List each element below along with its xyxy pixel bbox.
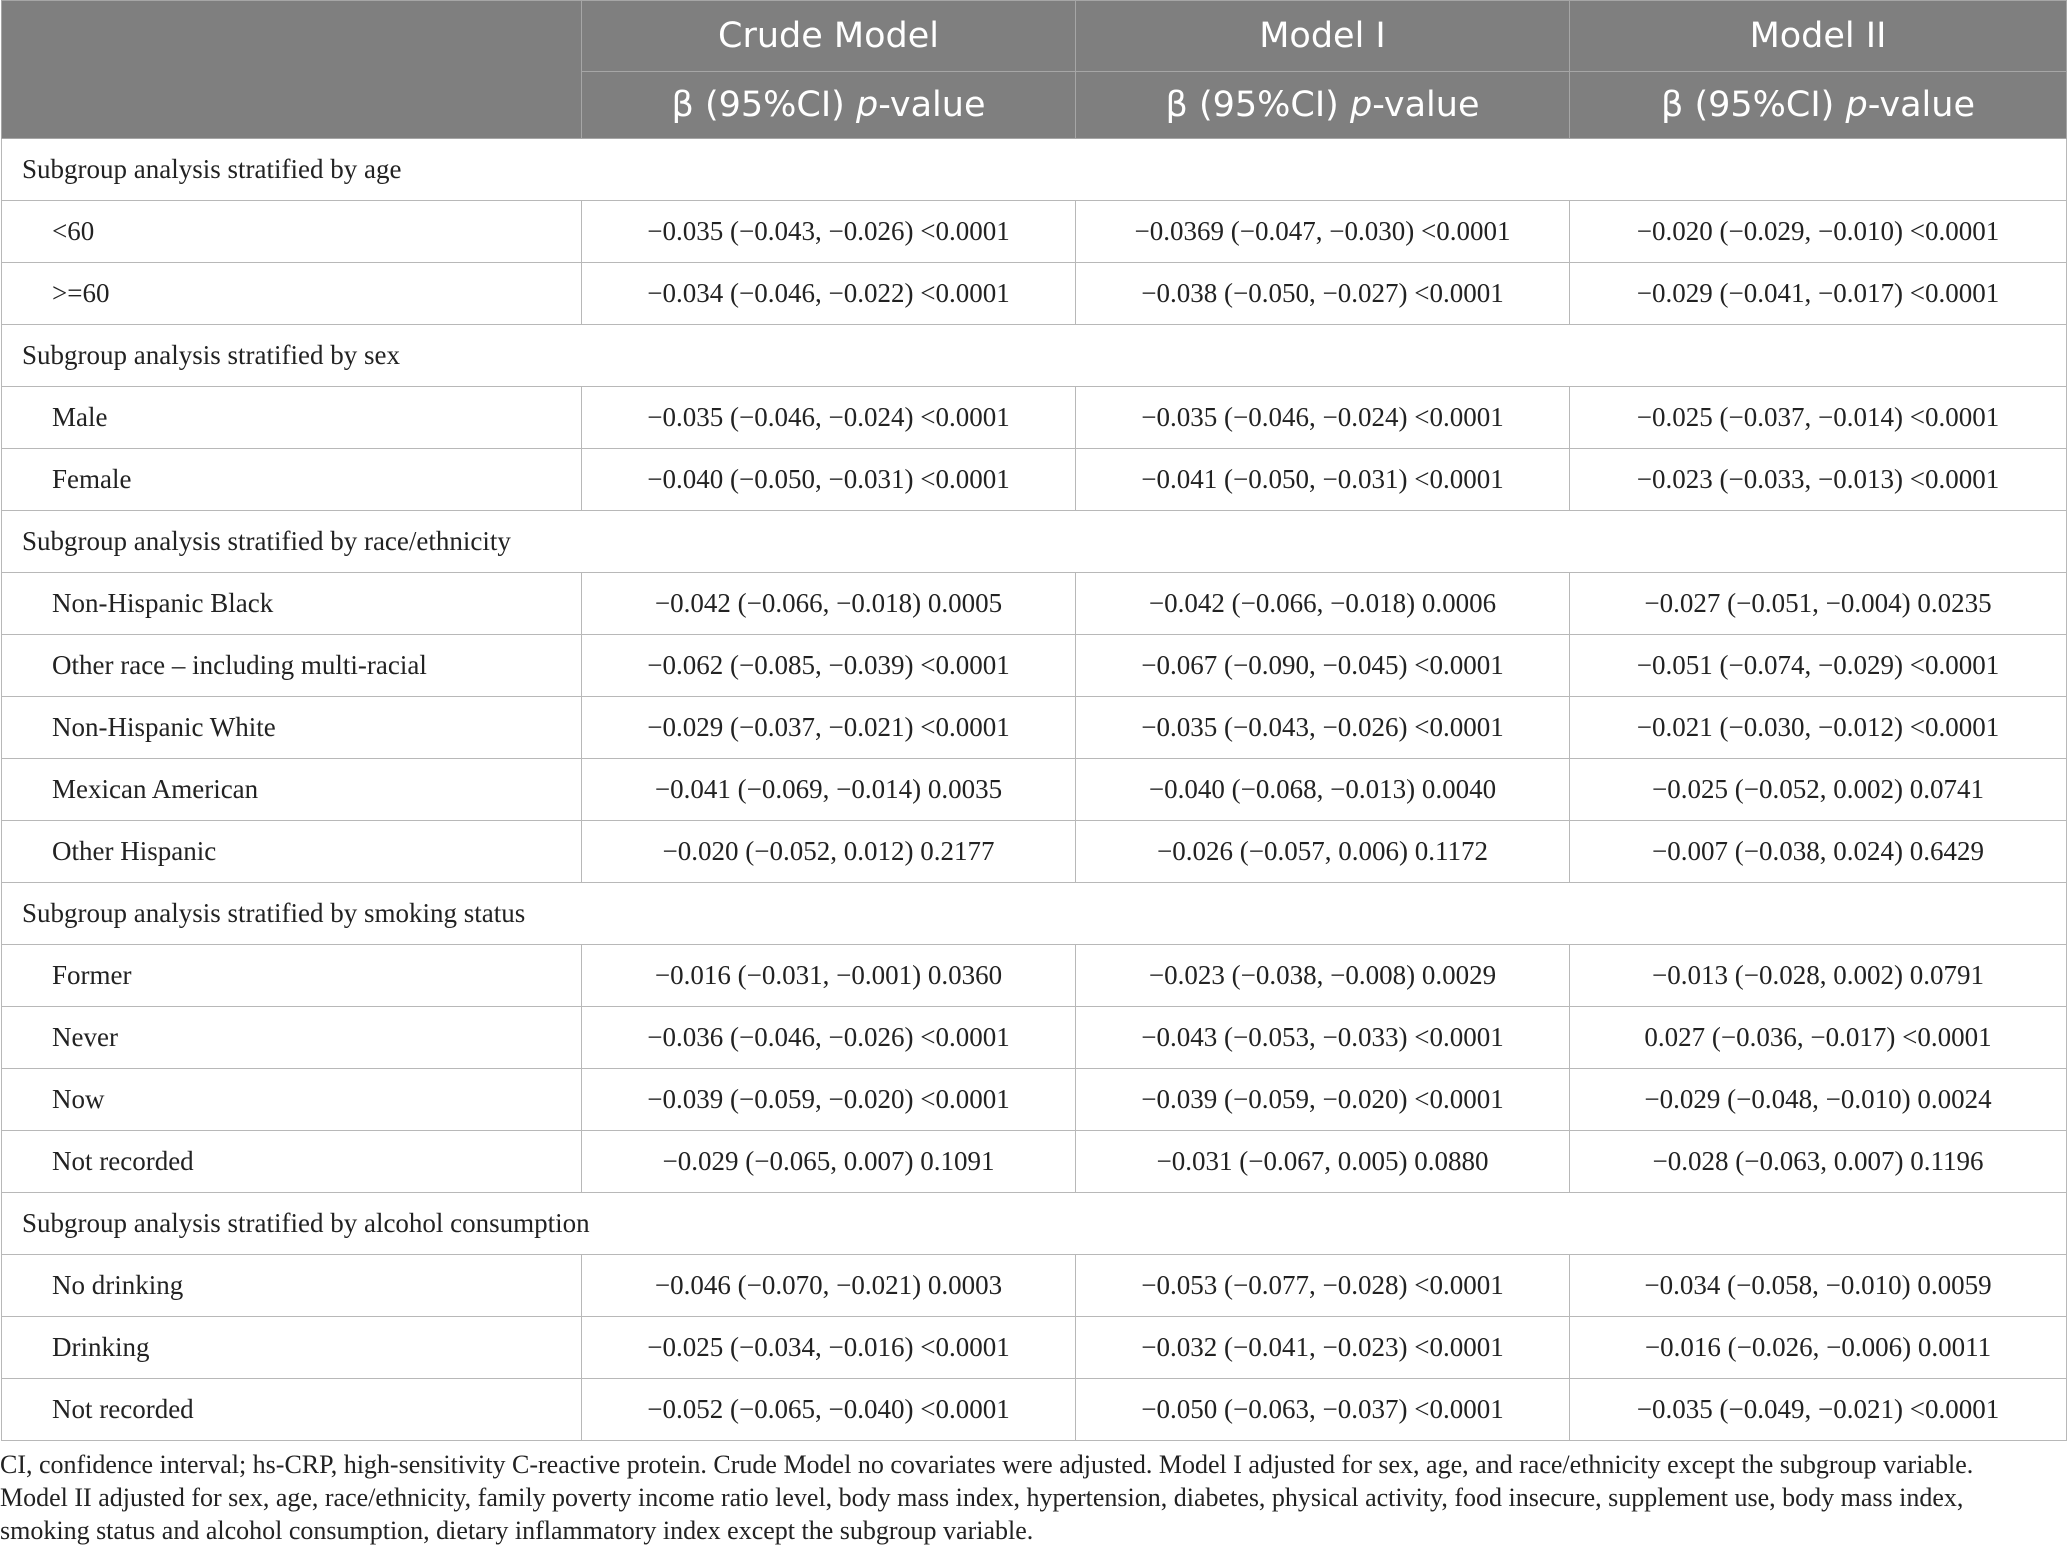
model-ii-value: −0.023 (−0.033, −0.013) <0.0001 bbox=[1570, 449, 2067, 511]
section-title: Subgroup analysis stratified by smoking status bbox=[2, 883, 2067, 945]
model-i-value: −0.032 (−0.041, −0.023) <0.0001 bbox=[1076, 1317, 1570, 1379]
section-row bbox=[2, 1193, 2067, 1255]
crude-model-value: −0.062 (−0.085, −0.039) <0.0001 bbox=[582, 635, 1076, 697]
table-row bbox=[2, 1317, 2067, 1379]
crude-model-value: −0.039 (−0.059, −0.020) <0.0001 bbox=[582, 1069, 1076, 1131]
header-row-models bbox=[2, 1, 2067, 72]
crude-model-value: −0.040 (−0.050, −0.031) <0.0001 bbox=[582, 449, 1076, 511]
row-label: Not recorded bbox=[2, 1131, 582, 1193]
subheader-p-italic: p bbox=[1349, 85, 1373, 125]
section-row bbox=[2, 325, 2067, 387]
model-i-value: −0.035 (−0.043, −0.026) <0.0001 bbox=[1076, 697, 1570, 759]
subheader-prefix: β (95%CI) bbox=[671, 85, 856, 125]
section-title: Subgroup analysis stratified by sex bbox=[2, 325, 2067, 387]
model-ii-value: −0.007 (−0.038, 0.024) 0.6429 bbox=[1570, 821, 2067, 883]
subheader-prefix: β (95%CI) bbox=[1165, 85, 1350, 125]
section-title: Subgroup analysis stratified by age bbox=[2, 139, 2067, 201]
crude-model-value: −0.020 (−0.052, 0.012) 0.2177 bbox=[582, 821, 1076, 883]
header-blank-cell bbox=[2, 1, 582, 139]
crude-model-value: −0.029 (−0.065, 0.007) 0.1091 bbox=[582, 1131, 1076, 1193]
model-i-value: −0.031 (−0.067, 0.005) 0.0880 bbox=[1076, 1131, 1570, 1193]
table-header bbox=[2, 1, 2067, 139]
row-label: Other Hispanic bbox=[2, 821, 582, 883]
subheader-prefix: β (95%CI) bbox=[1661, 85, 1846, 125]
table-row bbox=[2, 1069, 2067, 1131]
row-label: Drinking bbox=[2, 1317, 582, 1379]
section-row bbox=[2, 883, 2067, 945]
model-i-value: −0.026 (−0.057, 0.006) 0.1172 bbox=[1076, 821, 1570, 883]
table-row bbox=[2, 1255, 2067, 1317]
row-label: No drinking bbox=[2, 1255, 582, 1317]
subheader-crude-model bbox=[582, 72, 1076, 139]
subheader-suffix: -value bbox=[1372, 85, 1480, 125]
model-i-value: −0.053 (−0.077, −0.028) <0.0001 bbox=[1076, 1255, 1570, 1317]
row-label: Non-Hispanic White bbox=[2, 697, 582, 759]
model-i-value: −0.040 (−0.068, −0.013) 0.0040 bbox=[1076, 759, 1570, 821]
model-ii-value: −0.025 (−0.052, 0.002) 0.0741 bbox=[1570, 759, 2067, 821]
table-footnote: CI, confidence interval; hs-CRP, high-sensitivity C-reactive protein. Crude Model no covariates were adjusted. Model I adjusted for sex, age, and race/ethnicity except the subgroup variable. Model II adjusted for sex, age, race/ethnicity, family poverty income ratio level, body mass index, hypertension, diabetes, physical activity, food insecure, supplement use, body mass index, smoking status and alcohol consumption, dietary inflammatory index except the subgroup variable. bbox=[0, 1450, 1974, 1545]
model-ii-value: −0.021 (−0.030, −0.012) <0.0001 bbox=[1570, 697, 2067, 759]
model-ii-value: −0.013 (−0.028, 0.002) 0.0791 bbox=[1570, 945, 2067, 1007]
model-i-value: −0.039 (−0.059, −0.020) <0.0001 bbox=[1076, 1069, 1570, 1131]
header-model-ii: Model II bbox=[1570, 1, 2067, 72]
model-ii-value: −0.027 (−0.051, −0.004) 0.0235 bbox=[1570, 573, 2067, 635]
model-ii-value: −0.016 (−0.026, −0.006) 0.0011 bbox=[1570, 1317, 2067, 1379]
table-row bbox=[2, 759, 2067, 821]
row-label: Not recorded bbox=[2, 1379, 582, 1441]
model-ii-value: −0.029 (−0.041, −0.017) <0.0001 bbox=[1570, 263, 2067, 325]
row-label: Other race – including multi-racial bbox=[2, 635, 582, 697]
table-row bbox=[2, 1379, 2067, 1441]
subheader-model-ii bbox=[1570, 72, 2067, 139]
row-label: Mexican American bbox=[2, 759, 582, 821]
crude-model-value: −0.042 (−0.066, −0.018) 0.0005 bbox=[582, 573, 1076, 635]
subheader-model-i bbox=[1076, 72, 1570, 139]
table-row bbox=[2, 573, 2067, 635]
table-row bbox=[2, 1131, 2067, 1193]
table-row bbox=[2, 263, 2067, 325]
table-row bbox=[2, 635, 2067, 697]
crude-model-value: −0.016 (−0.031, −0.001) 0.0360 bbox=[582, 945, 1076, 1007]
table-row bbox=[2, 697, 2067, 759]
model-i-value: −0.038 (−0.050, −0.027) <0.0001 bbox=[1076, 263, 1570, 325]
subheader-p-italic: p bbox=[855, 85, 879, 125]
table-row bbox=[2, 945, 2067, 1007]
model-i-value: −0.023 (−0.038, −0.008) 0.0029 bbox=[1076, 945, 1570, 1007]
row-label: Male bbox=[2, 387, 582, 449]
table-row bbox=[2, 449, 2067, 511]
model-ii-value: −0.028 (−0.063, 0.007) 0.1196 bbox=[1570, 1131, 2067, 1193]
crude-model-value: −0.035 (−0.043, −0.026) <0.0001 bbox=[582, 201, 1076, 263]
table-row bbox=[2, 201, 2067, 263]
model-ii-value: −0.035 (−0.049, −0.021) <0.0001 bbox=[1570, 1379, 2067, 1441]
row-label: Never bbox=[2, 1007, 582, 1069]
model-i-value: −0.035 (−0.046, −0.024) <0.0001 bbox=[1076, 387, 1570, 449]
crude-model-value: −0.052 (−0.065, −0.040) <0.0001 bbox=[582, 1379, 1076, 1441]
section-row bbox=[2, 139, 2067, 201]
row-label: Non-Hispanic Black bbox=[2, 573, 582, 635]
crude-model-value: −0.036 (−0.046, −0.026) <0.0001 bbox=[582, 1007, 1076, 1069]
model-ii-value: 0.027 (−0.036, −0.017) <0.0001 bbox=[1570, 1007, 2067, 1069]
crude-model-value: −0.041 (−0.069, −0.014) 0.0035 bbox=[582, 759, 1076, 821]
header-model-i: Model I bbox=[1076, 1, 1570, 72]
row-label: <60 bbox=[2, 201, 582, 263]
subheader-suffix: -value bbox=[878, 85, 986, 125]
subheader-suffix: -value bbox=[1867, 85, 1975, 125]
subheader-p-italic: p bbox=[1845, 85, 1868, 125]
model-i-value: −0.050 (−0.063, −0.037) <0.0001 bbox=[1076, 1379, 1570, 1441]
crude-model-value: −0.046 (−0.070, −0.021) 0.0003 bbox=[582, 1255, 1076, 1317]
row-label: Former bbox=[2, 945, 582, 1007]
crude-model-value: −0.035 (−0.046, −0.024) <0.0001 bbox=[582, 387, 1076, 449]
table-row bbox=[2, 821, 2067, 883]
section-row bbox=[2, 511, 2067, 573]
table-body bbox=[2, 139, 2067, 1441]
crude-model-value: −0.034 (−0.046, −0.022) <0.0001 bbox=[582, 263, 1076, 325]
model-ii-value: −0.025 (−0.037, −0.014) <0.0001 bbox=[1570, 387, 2067, 449]
model-ii-value: −0.020 (−0.029, −0.010) <0.0001 bbox=[1570, 201, 2067, 263]
model-ii-value: −0.051 (−0.074, −0.029) <0.0001 bbox=[1570, 635, 2067, 697]
model-ii-value: −0.034 (−0.058, −0.010) 0.0059 bbox=[1570, 1255, 2067, 1317]
model-i-value: −0.067 (−0.090, −0.045) <0.0001 bbox=[1076, 635, 1570, 697]
crude-model-value: −0.029 (−0.037, −0.021) <0.0001 bbox=[582, 697, 1076, 759]
table-row bbox=[2, 1007, 2067, 1069]
model-i-value: −0.041 (−0.050, −0.031) <0.0001 bbox=[1076, 449, 1570, 511]
model-i-value: −0.042 (−0.066, −0.018) 0.0006 bbox=[1076, 573, 1570, 635]
model-i-value: −0.043 (−0.053, −0.033) <0.0001 bbox=[1076, 1007, 1570, 1069]
crude-model-value: −0.025 (−0.034, −0.016) <0.0001 bbox=[582, 1317, 1076, 1379]
row-label: >=60 bbox=[2, 263, 582, 325]
model-ii-value: −0.029 (−0.048, −0.010) 0.0024 bbox=[1570, 1069, 2067, 1131]
section-title: Subgroup analysis stratified by alcohol consumption bbox=[2, 1193, 2067, 1255]
section-title: Subgroup analysis stratified by race/ethnicity bbox=[2, 511, 2067, 573]
subgroup-analysis-table bbox=[1, 0, 2067, 1441]
header-crude-model: Crude Model bbox=[582, 1, 1076, 72]
row-label: Female bbox=[2, 449, 582, 511]
table-row bbox=[2, 387, 2067, 449]
model-i-value: −0.0369 (−0.047, −0.030) <0.0001 bbox=[1076, 201, 1570, 263]
row-label: Now bbox=[2, 1069, 582, 1131]
